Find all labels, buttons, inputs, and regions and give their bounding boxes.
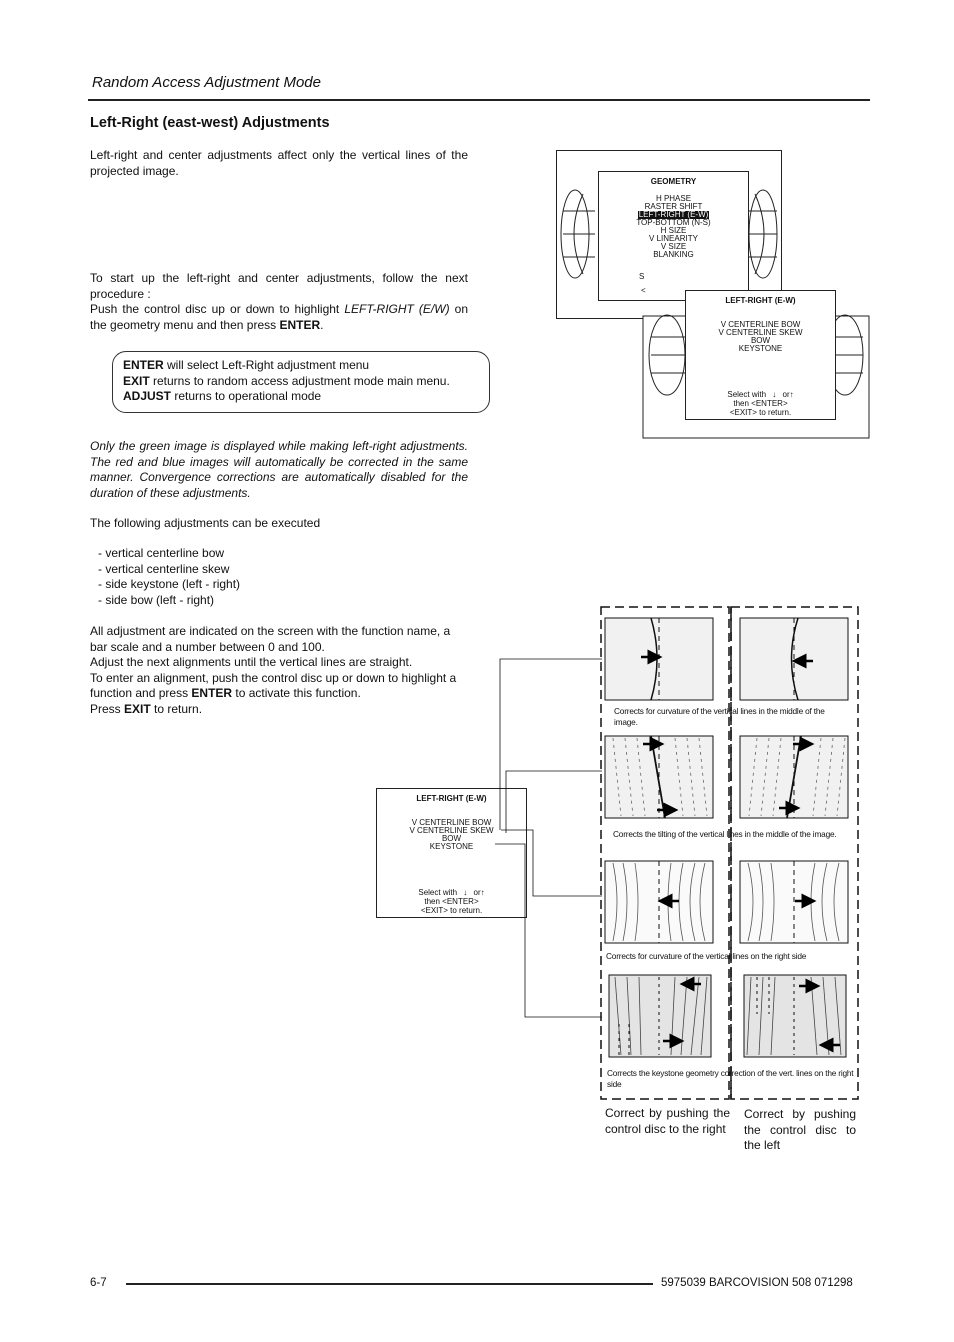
select-text: Select with: [727, 390, 767, 399]
exit-return-text: <EXIT> to return.: [420, 906, 483, 915]
lr-menu-top: LEFT-RIGHT (E-W) V CENTERLINE BOW V CENTERLINE SKEW BOW KEYSTONE Select with ↓ or↑ then <ENTER> <EXIT> to return.: [685, 290, 836, 420]
arrow-down-icon: ↓: [772, 390, 777, 399]
menu-item[interactable]: BOW: [441, 834, 462, 843]
list-item: - vertical centerline bow: [98, 546, 225, 560]
key-note-box: [112, 351, 490, 413]
panel-bow-right: [605, 618, 713, 700]
start-line1: To start up the left-right and center adjustments, follow the next procedure :: [90, 271, 468, 301]
lr-menu-title: LEFT-RIGHT (E-W): [725, 296, 796, 305]
menu-item[interactable]: KEYSTONE: [738, 344, 783, 353]
then-enter-text: then <ENTER>: [733, 399, 788, 408]
caption-keystone: Corrects the keystone geometry correction of the vert. lines on the right side: [607, 1068, 854, 1089]
intro-paragraph: Left-right and center adjustments affect only the vertical lines of the projected image.: [90, 148, 468, 178]
note-enter: ENTER will select Left-Right adjustment menu: [123, 358, 370, 372]
note-adjust: ADJUST returns to operational mode: [123, 389, 322, 403]
panel-bow-left: [740, 618, 848, 700]
menu-item[interactable]: V CENTERLINE BOW: [720, 320, 801, 329]
list-item: - side keystone (left - right): [98, 577, 241, 591]
select-text: Select with: [418, 888, 458, 897]
footer-rule: [126, 1283, 653, 1285]
panel-skew-left: [740, 736, 848, 818]
geometry-menu-title: GEOMETRY: [650, 177, 697, 186]
menu-item[interactable]: V CENTERLINE SKEW: [718, 328, 803, 337]
start-paragraph: [90, 271, 468, 333]
document-id: 5975039 BARCOVISION 508 071298: [661, 1277, 853, 1289]
list-item: - side bow (left - right): [98, 592, 215, 607]
then-enter-text: then <ENTER>: [424, 897, 479, 906]
menu-item[interactable]: BLANKING: [653, 250, 694, 259]
section-title: Left-Right (east-west) Adjustments: [90, 115, 330, 131]
header-rule: [88, 99, 870, 101]
correct-right-text: Correct by pushing the control disc to the right: [605, 1106, 730, 1136]
menu-item[interactable]: RASTER SHIFT: [644, 202, 703, 211]
caption-bow: Corrects for curvature of the vertical lines in the middle of the image.: [614, 706, 825, 727]
menu-item[interactable]: BOW: [750, 336, 771, 345]
adjustment-list: [98, 546, 240, 608]
correct-left-text: Correct by pushing the control disc to the left: [744, 1107, 856, 1152]
caption-side-bow: Corrects for curvature of the vertical lines on the right side: [606, 951, 807, 961]
geometry-menu: [598, 171, 749, 301]
menu-item[interactable]: H PHASE: [655, 194, 692, 203]
lr-menu-title: LEFT-RIGHT (E-W): [416, 794, 487, 803]
menu-item[interactable]: V CENTERLINE BOW: [411, 818, 492, 827]
arrow-down-icon: ↓: [463, 888, 468, 897]
menu-item[interactable]: V LINEARITY: [649, 234, 698, 243]
menu-item[interactable]: V SIZE: [660, 242, 687, 251]
panel-sidebow-right: [605, 861, 713, 943]
panel-keystone-right: [609, 975, 711, 1057]
menu-item[interactable]: V CENTERLINE SKEW: [409, 826, 494, 835]
panel-keystone-left: [744, 975, 846, 1057]
arrow-up-icon: ↑: [480, 888, 485, 897]
arrow-up-icon: ↑: [789, 390, 794, 399]
menu-item[interactable]: KEYSTONE: [429, 842, 474, 851]
following-text: The following adjustments can be executed: [90, 516, 321, 530]
list-item: - vertical centerline skew: [98, 561, 230, 576]
start-line2: Push the control disc up or down to highlight LEFT-RIGHT (E/W) on the geometry menu and then press ENTER.: [90, 302, 468, 332]
panel-sidebow-left: [740, 861, 848, 943]
green-image-note: Only the green image is displayed while making left-right adjustments. The red and blue images will automatically be corrected in the same manner. Convergence corrections are automatically disabled for the duration of these adjustments.: [90, 439, 468, 500]
page-header: Random Access Adjustment Mode: [92, 74, 321, 91]
exit-return-text: <EXIT> to return.: [729, 408, 792, 417]
menu-item[interactable]: TOP-BOTTOM (N-S): [636, 218, 711, 227]
menu-item[interactable]: H SIZE: [660, 226, 687, 235]
adjustment-diagram: [495, 604, 865, 1104]
menu-item-selected[interactable]: LEFT-RIGHT (E-W): [638, 210, 709, 219]
panel-skew-right: [605, 736, 713, 818]
note-exit: EXIT returns to random access adjustment mode main menu.: [123, 373, 450, 388]
lr-menu-left: LEFT-RIGHT (E-W) V CENTERLINE BOW V CENTERLINE SKEW BOW KEYSTONE Select with ↓ or↑ then <ENTER> <EXIT> to return.: [376, 788, 527, 918]
menu-partial-text: S: [639, 272, 645, 281]
menu-partial-text: <: [641, 286, 646, 295]
indicate-paragraph: All adjustment are indicated on the screen with the function name, a bar scale and a number between 0 and 100. Adjust the next alignments until the vertical lines are straight. To enter an alignment, push the control disc up or down to highlight a function and press ENTER to activate this function. Press EXIT to return.: [90, 624, 457, 716]
page-number: 6-7: [90, 1277, 107, 1289]
caption-skew: Corrects the tilting of the vertical lines in the middle of the image.: [613, 829, 837, 839]
